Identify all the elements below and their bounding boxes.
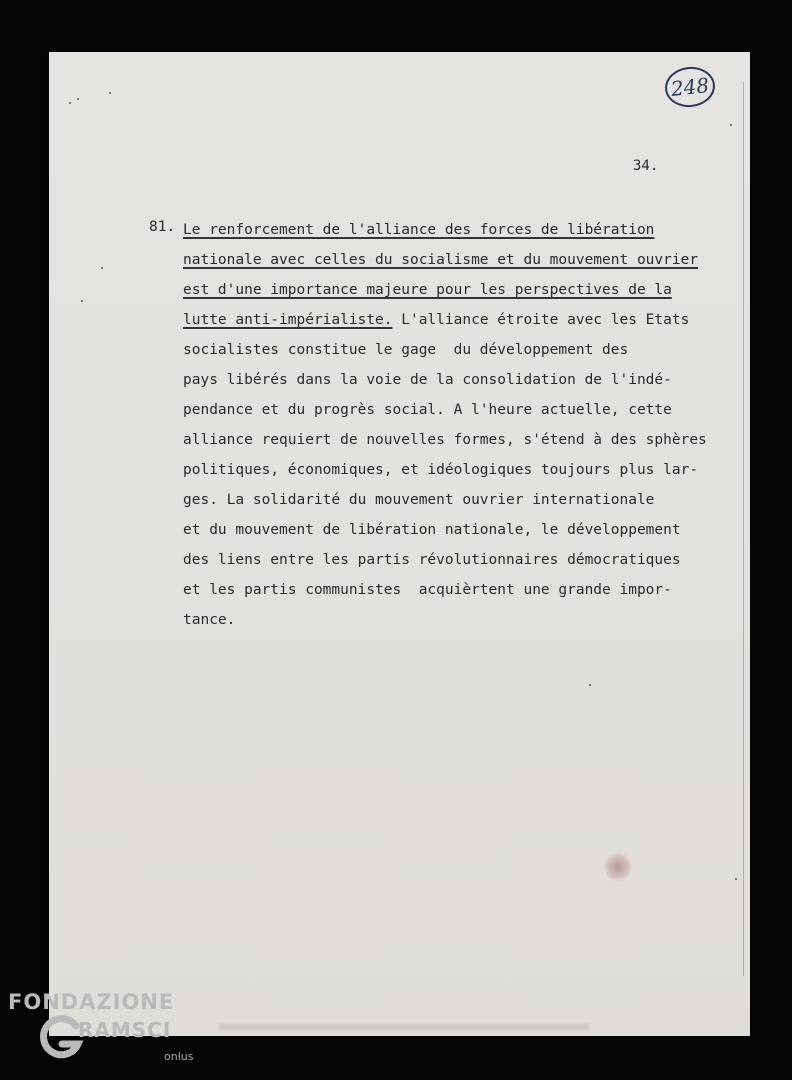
page-number: 34.: [633, 158, 659, 174]
paper-speck: [735, 878, 737, 880]
watermark-subtitle: RAMSCI: [78, 1018, 172, 1042]
gramsci-g-logo-icon: [36, 1014, 84, 1062]
bottom-smudge: [219, 1024, 589, 1030]
paper-speck: [69, 102, 71, 104]
paper-speck: [77, 98, 79, 100]
paragraph-body: [183, 215, 723, 635]
paper-speck: [589, 684, 591, 686]
paper-speck: [730, 124, 732, 126]
paper-speck: [109, 92, 111, 94]
text-line: politiques, économiques, et idéologiques toujours plus lar-: [183, 462, 699, 478]
paper-speck: [81, 300, 83, 302]
paragraph-number: 81.: [149, 219, 176, 235]
archive-number: 248: [663, 64, 717, 109]
text-line: et les partis communistes acquièrtent une grande impor-: [183, 582, 672, 598]
text-line: Le renforcement de l'alliance des forces de libération: [183, 222, 655, 238]
text-line: est d'une importance majeure pour les perspectives de la: [183, 282, 672, 298]
text-line: pendance et du progrès social. A l'heure actuelle, cette: [183, 402, 672, 418]
text-line: tance.: [183, 612, 236, 628]
watermark-onlus: onlus: [164, 1050, 194, 1063]
text-line: socialistes constitue le gage du développement des: [183, 342, 629, 358]
paper-stain: [605, 852, 631, 882]
text-line: des liens entre les partis révolutionnaires démocratiques: [183, 552, 681, 568]
text-line: et du mouvement de libération nationale, le développement: [183, 522, 681, 538]
text-line: nationale avec celles du socialisme et du mouvement ouvrier: [183, 252, 699, 268]
watermark-title: FONDAZIONE: [8, 990, 175, 1014]
document-page: [49, 52, 750, 1036]
paper-speck: [101, 267, 103, 269]
page-edge-line: [743, 82, 744, 976]
text-line: pays libérés dans la voie de la consolidation de l'indé-: [183, 372, 672, 388]
text-line: alliance requiert de nouvelles formes, s'étend à des sphères: [183, 432, 707, 448]
text-line: ges. La solidarité du mouvement ouvrier internationale: [183, 492, 655, 508]
text-line: lutte anti-impérialiste. L'alliance étroite avec les Etats: [183, 312, 690, 328]
